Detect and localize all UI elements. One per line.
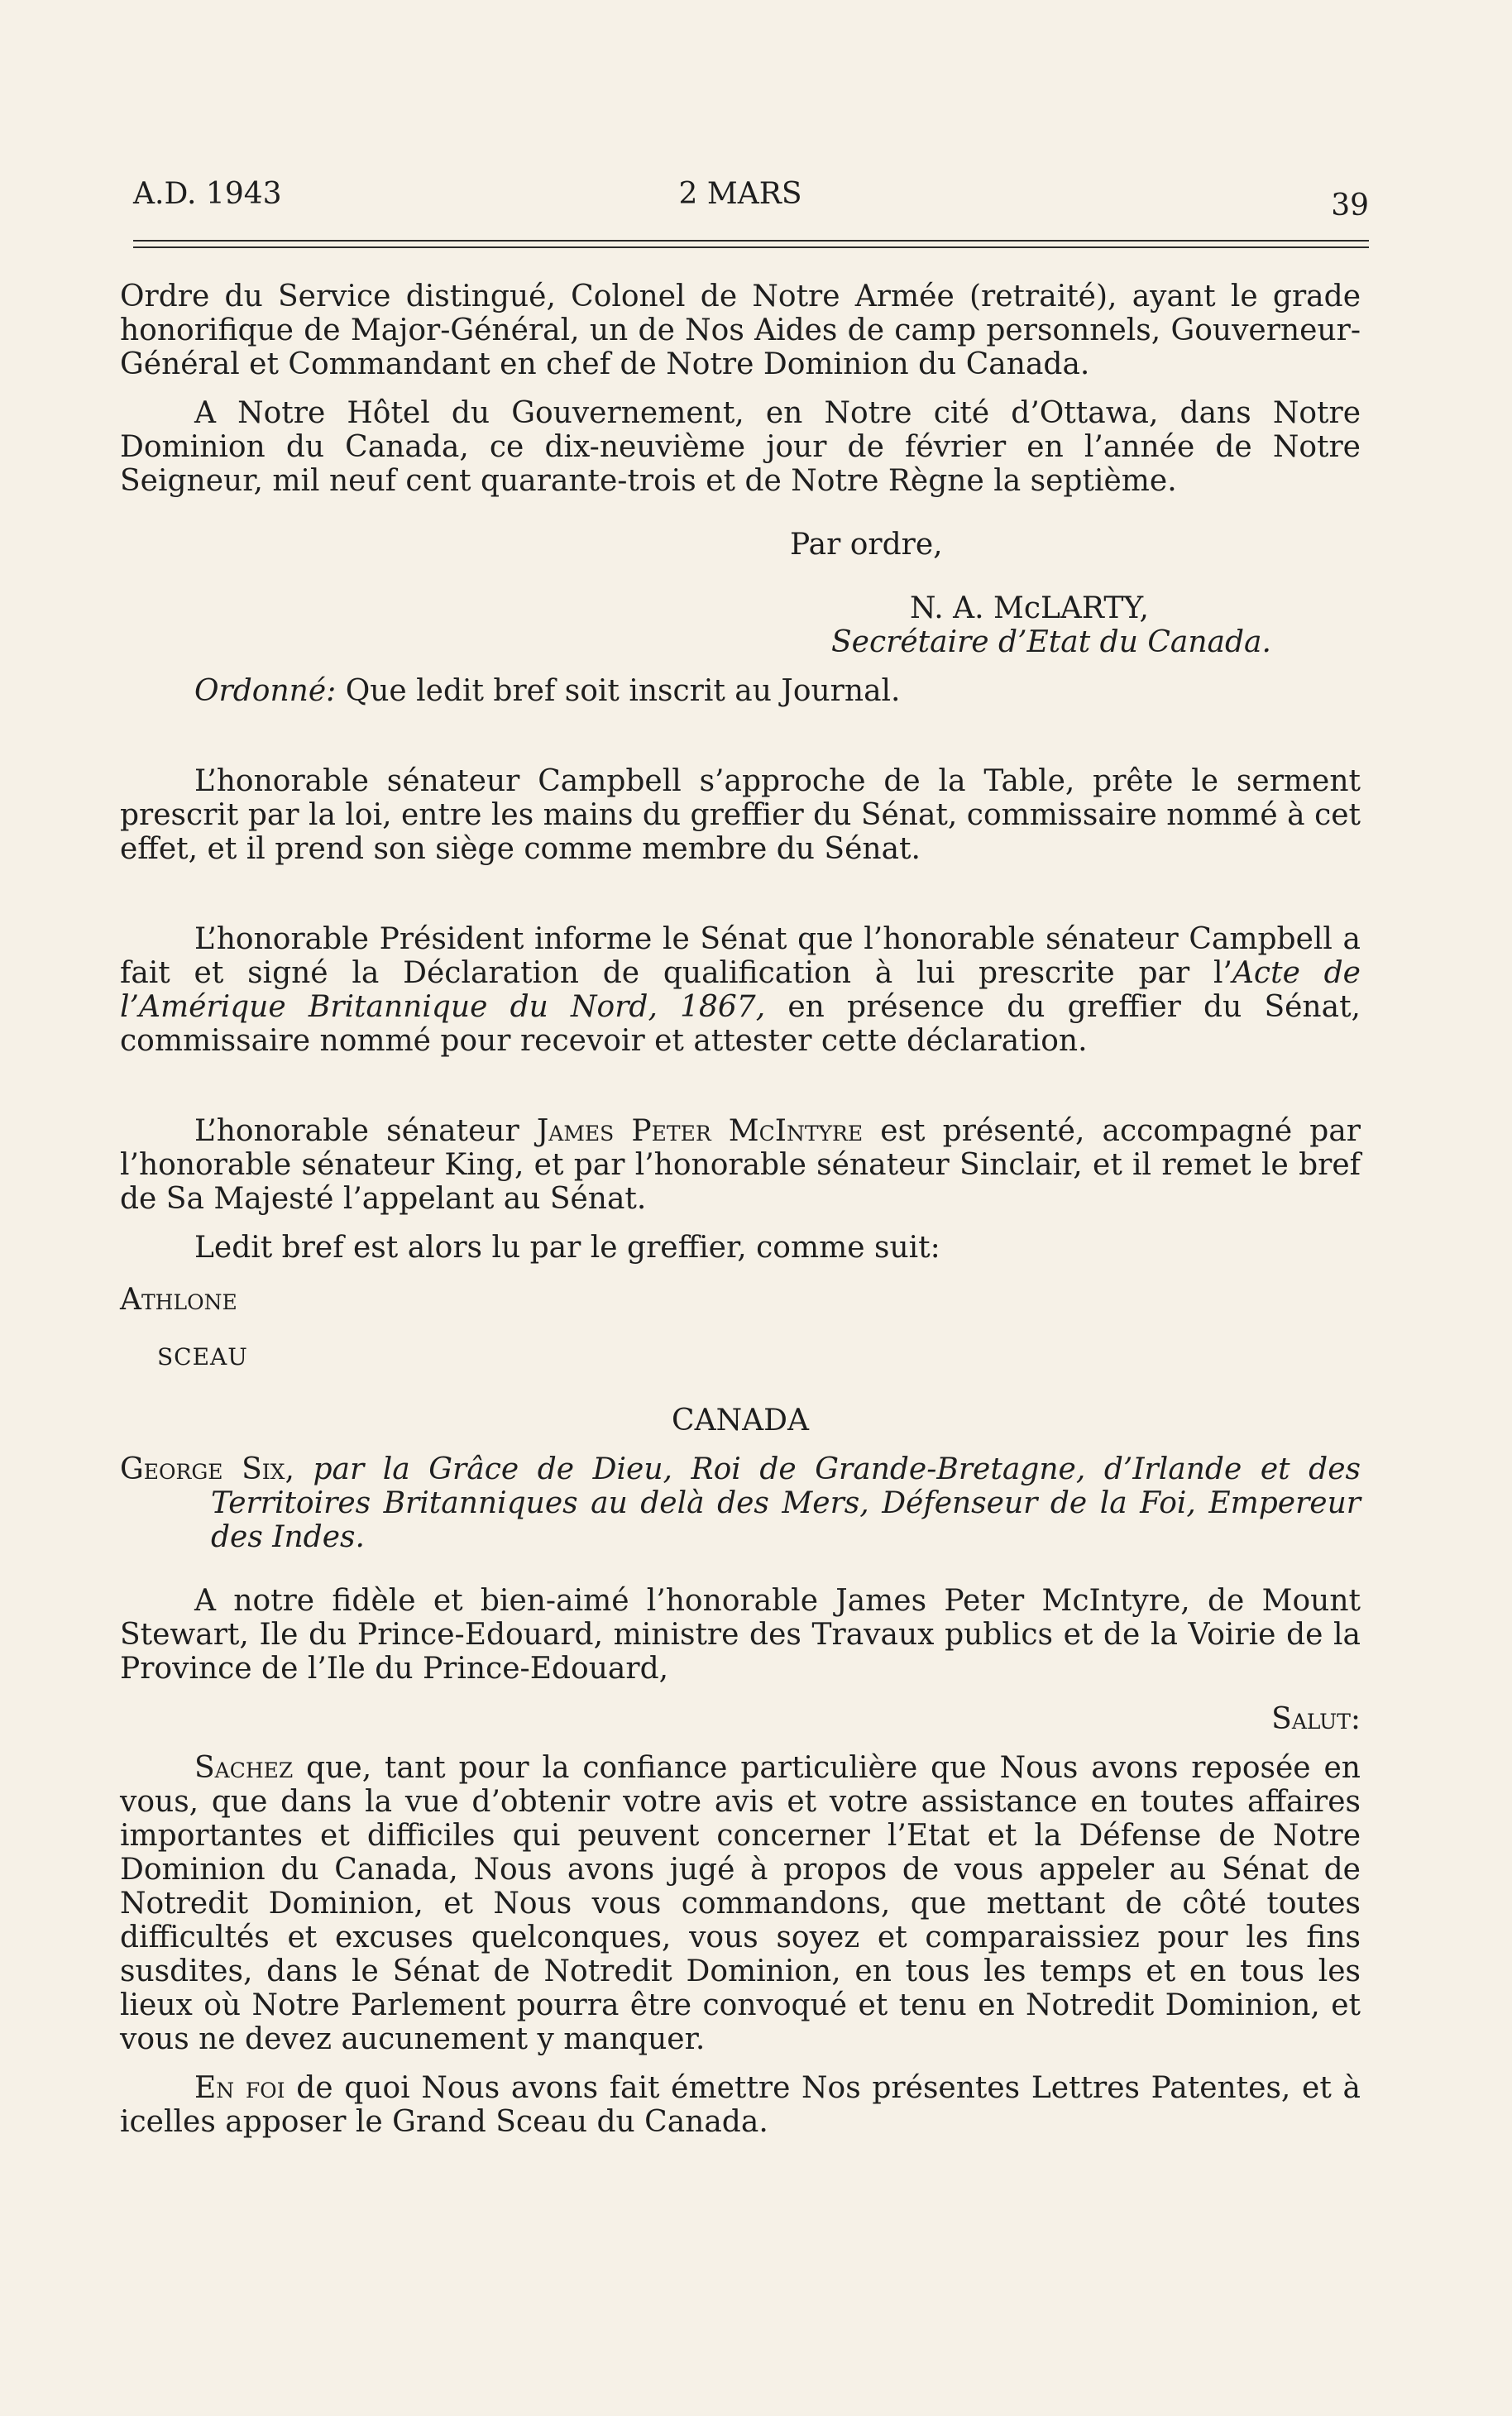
paragraph-summons [120,1751,1361,2056]
testimony-lead: En foi [194,2071,285,2105]
paragraph-given-at: A Notre Hôtel du Gouvernement, en Notre cité d’Ottawa, dans Notre Dominion du Canada, ce dix-neuvième jour de février en l’année de Notre Seigneur, mil neuf cent quarante-trois et de Notre Règne la septième. [120,396,1361,498]
header-rule-bottom [133,246,1369,248]
page-number: 39 [1331,189,1369,222]
paragraph-testimony [120,2071,1361,2139]
signatory-title: Secrétaire d’Etat du Canada. [831,625,1271,659]
summons-lead: Sachez [194,1751,294,1785]
king-name: George Six, [120,1452,294,1486]
greeting: Salut: [1271,1702,1361,1736]
page-body [120,280,1361,2139]
order-label: Ordonné: [194,674,337,708]
king-styles: par la Grâce de Dieu, Roi de Grande-Bretagne, d’Irlande et des Territoires Britanniques au delà des Mers, Défenseur de la Foi, Empereur des Indes. [211,1452,1361,1554]
header-date: 2 MARS [678,177,802,211]
header-rule-top [133,240,1369,242]
paragraph-writ-read: Ledit bref est alors lu par le greffier, comme suit: [194,1231,940,1265]
header-year: A.D. 1943 [133,177,282,211]
paragraph-oath: L’honorable sénateur Campbell s’approche de la Table, prête le serment prescrit par la loi, entre les mains du greffier du Sénat, commissaire nommé à cet effet, et il prend son siège comme membre du Sénat. [120,764,1361,866]
paragraph-introduction [120,1114,1361,1216]
testimony-text: de quoi Nous avons fait émettre Nos présentes Lettres Patentes, et à icelles apposer le Grand Sceau du Canada. [120,2071,1361,2139]
document-page [120,174,1369,2139]
paragraph-declaration [120,922,1361,1058]
paragraph-addressee: A notre fidèle et bien-aimé l’honorable James Peter McIntyre, de Mount Stewart, Ile du Prince-Edouard, ministre des Travaux publics et de la Voirie de la Province de l’Ile du Prince-Edouard, [120,1584,1361,1686]
declaration-text-a: L’honorable Président informe le Sénat que l’honorable sénateur Campbell a fait et signé la Déclaration de qualification à lui prescrite par l’ [120,922,1361,990]
senator-name: James Peter McIntyre [536,1114,864,1148]
athlone-signature: Athlone [120,1283,237,1317]
signatory-name: N. A. McLARTY, [910,591,1149,625]
page-header [120,174,1369,232]
paragraph-continuation: Ordre du Service distingué, Colonel de Notre Armée (retraité), ayant le grade honorifique de Major-Général, un de Nos Aides de camp personnels, Gouverneur-Général et Commandant en chef de Notre Dominion du Canada. [120,280,1361,381]
declaration-text-b: en présence du greffier du Sénat, commissaire nommé pour recevoir et attester cette déclaration. [120,990,1361,1058]
summons-text: que, tant pour la confiance particulière que Nous avons reposée en vous, que dans la vue d’obtenir votre avis et votre assistance en toutes affaires importantes et difficiles qui peuvent concerner l’Etat et la Défense de Notre Dominion du Canada, Nous avons jugé à propos de vous appeler au Sénat de Notredit Dominion, et Nous vous commandons, que mettant de côté toutes difficultés et excuses quelconques, vous soyez et comparaissiez pour les fins susdites, dans le Sénat de Notredit Dominion, en tous les temps et en tous les lieux où Notre Parlement pourra être convoqué et tenu en Notredit Dominion, et vous ne devez aucunement y manquer. [120,1751,1361,2056]
act-title: Acte de l’Amérique Britannique du Nord, 1867, [120,956,1361,1024]
order-line [120,674,1361,708]
seal-label: SCEAU [157,1343,248,1371]
introduction-text-b: est présenté, accompagné par l’honorable sénateur King, et par l’honorable sénateur Sinclair, et il remet le bref de Sa Majesté l’appelant au Sénat. [120,1114,1361,1216]
introduction-text-a: L’honorable sénateur [194,1114,537,1148]
royal-title [120,1452,1361,1554]
canada-heading: CANADA [672,1404,809,1438]
order-text: Que ledit bref soit inscrit au Journal. [336,674,901,708]
by-command: Par ordre, [790,528,943,562]
